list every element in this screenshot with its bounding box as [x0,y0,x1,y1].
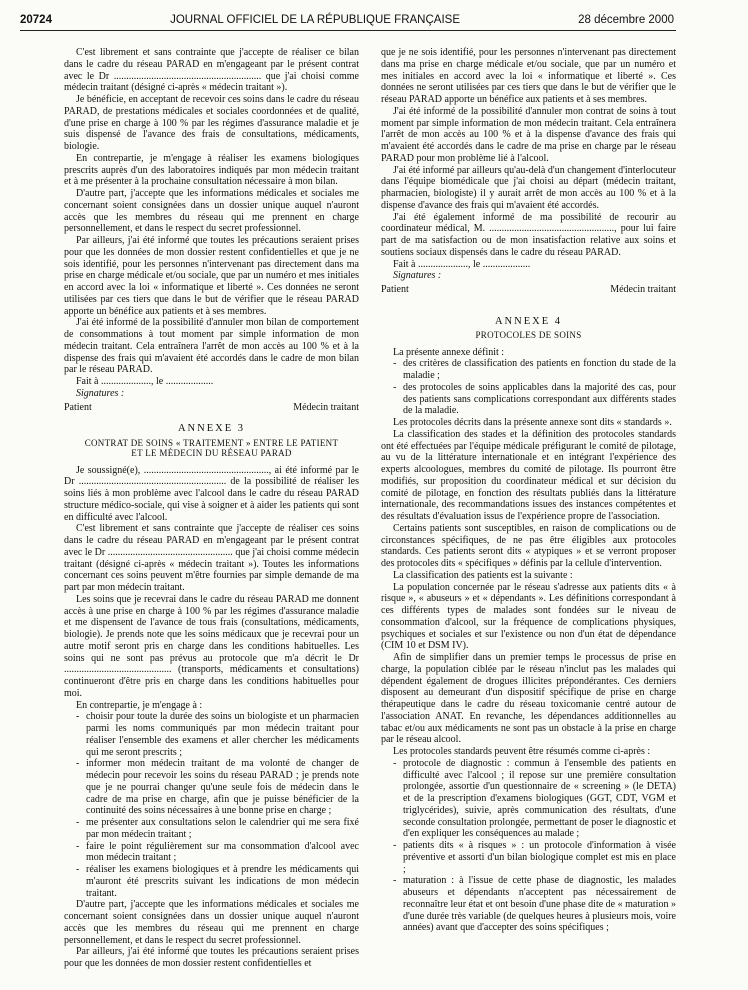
paragraph: D'autre part, j'accepte que les informations médicales et sociales me concernant soient consignées dans un dossier unique auquel n'auront accès que les membres du réseau qui me prennent en charge personnellement, et dans le respect du secret professionnel. [64,899,359,946]
paragraph: Je bénéficie, en acceptant de recevoir ces soins dans le cadre du réseau PARAD, de prestations médicales et sociales coordonnées et de qualité, d'une prise en charge à 100 % par les régimes d'assurance maladie et je suis dispensé de l'avance des frais de consultations, médicaments, biologie. [64,94,359,152]
list-item: - choisir pour toute la durée des soins un biologiste et un pharmacien parmi les noms communiqués par mon médecin traitant pour réaliser l'ensemble des examens et aller chercher les médicaments qui me seront prescrits ; [76,711,359,758]
paragraph: J'ai été également informé de ma possibilité de recourir au coordinateur médical, M. .................................................., pour lui faire part de ma satisfaction ou de mon insatisfaction relative aux soins et soutiens sociaux dispensés dans le cadre du réseau PARAD. [381,211,676,258]
paragraph: La classification des stades et la définition des protocoles standards ont été effectuées par l'équipe médicale préfigurant le comité de pilotage, au vu de la littérature internationale et en intégrant l'expérience des experts alcoologues, membres du comité de pilotage. Ils pourront être modifiés, sur proposition du coordinateur médical et sur décision du comité de pilotage, en fonction des résultats publiés dans la littérature internationale, des recommandations issues des instances compétentes et des résultats d'évaluation issus de l'expérience propre de l'association. [381,428,676,523]
journal-title: JOURNAL OFFICIEL DE LA RÉPUBLIQUE FRANÇAISE [170,14,460,26]
annexe-4-title: ANNEXE 4 [494,315,563,327]
signature-patient: Patient [381,284,409,295]
paragraph: Afin de simplifier dans un premier temps le processus de prise en charge, la population ciblée par le réseau n'inclut pas les malades qui dépendent également de drogues illicites prépondérantes. Ces derniers disposent au demeurant d'un dispositif spécifique de prise en charge thérapeutique dans le cadre du réseau toxicomanie centré autour de l'association ANAT. En revanche, les dépendances additionnelles au tabac et/ou aux médicaments ne sont pas un obstacle à la prise en charge par le réseau alcool. [381,652,676,746]
paragraph: Les protocoles décrits dans la présente annexe sont dits « standards ». [393,417,672,429]
signature-row [381,284,676,296]
list-item: - protocole de diagnostic : commun à l'ensemble des patients en difficulté avec l'alcool ; il repose sur une première consultation prolongée, assortie d'un questionnaire de « screening » (le DETA) et de la prescription d'examens biologiques (GGT, CDT, VGM et triglycérides), suivie, après communication des résultats, d'une seconde consultation prolongée, permettant de poser le diagnostic et d'en expliquer les conséquences au malade ; [393,757,676,840]
list-item: - maturation : à l'issue de cette phase de diagnostic, les malades abuseurs et dépendants n'acceptent pas nécessairement de reconnaître leur état et ont besoin d'une phase dite de « maturation » d'une durée très variable (de quelques heures à plusieurs mois, voire années) avant que d'accepter des soins spécifiques ; [393,875,676,934]
annexe-3-title: ANNEXE 3 [177,423,246,435]
page-number: 20724 [20,14,52,26]
paragraph: La classification des patients est la suivante : [393,569,573,581]
list-item: - réaliser les examens biologiques et à prendre les médicaments qui m'auront été prescrits suivant les indications de mon médecin traitant. [76,864,359,899]
paragraph: C'est librement et sans contrainte que j'accepte de réaliser ces soins dans le cadre du réseau PARAD en m'engageant par le présent contrat avec le Dr .................................................. que j'ai choisi comme médecin traitant (désigné ci-après « médecin traitant »). Toutes les informations concernant ces soins peuvent m'être fournies par simple demande de ma part par mon médecin traitant. [64,523,359,594]
signature-row [64,402,359,414]
fait-line: Fait à ...................., le ................... [76,376,214,387]
paragraph: J'ai été informé par ailleurs qu'au-delà d'un changement d'interlocuteur dans l'équipe biomédicale que j'ai choisi au départ (médecin traitant, pharmacien, biologiste) il y aurait arrêt de mon accès au 100 % et à la dispense d'avance des frais qui m'avaient été accordés. [381,164,676,211]
protocol-list [381,758,676,934]
left-column [64,47,359,970]
signature-medecin: Médecin traitant [610,284,676,295]
paragraph: Certains patients sont susceptibles, en raison de complications ou de circonstances spécifiques, de ne pas être éligibles aux protocoles standards. Ces patients seront dits « atypiques » et se verront proposer des protocoles dits « spécifiques » définis par la cellule d'intervention. [381,522,676,570]
paragraph: J'ai été informé de la possibilité d'annuler mon contrat de soins à tout moment par simple information de mon médecin traitant. Cela entraînera l'arrêt de mon accès au 100 % et à la dispense d'avance des frais qui m'avaient été accordés dans le cadre de ma prise en charge par le réseau PARAD pour mon problème lié à l'alcool. [381,105,676,164]
engagement-list [64,711,359,899]
right-column [381,47,676,970]
paragraph: Les protocoles standards peuvent être résumés comme ci-après : [393,746,651,758]
definition-list [381,358,676,417]
paragraph: C'est librement et sans contrainte que j'accepte de réaliser ce bilan dans le cadre du réseau PARAD en m'engageant par le présent contrat avec le Dr ........................................................... que j'ai choisi comme médecin traitant (désigné ci-après « médecin traitant »). [64,47,359,94]
paragraph: La présente annexe définit : [393,346,505,358]
paragraph: En contrepartie, je m'engage à réaliser les examens biologiques prescrits auprès d'un des laboratoires indiqués par mon médecin traitant et à me présenter à la prochaine consultation nécessaire à mon bilan. [64,152,359,188]
signature-medecin: Médecin traitant [293,401,359,413]
signature-patient: Patient [64,401,92,413]
signatures-label: Signatures : [393,270,442,282]
paragraph: que je ne sois identifié, pour les personnes n'intervenant pas directement dans ma prise en charge médicale et/ou sociale, que par un numéro et mes initiales en accord avec la loi « informatique et liberté ». Ces données ne seront utilisées par ces tiers que dans le but de vérifier que le réseau PARAD apporte un bénéfice aux patients et à ses membres. [381,47,676,105]
fait-line: Fait à ...................., le ................... [393,258,531,270]
annexe-3-subtitle-line1: CONTRAT DE SOINS « TRAITEMENT » ENTRE LE PATIENT [84,437,339,448]
list-item: - patients dits « à risques » : un protocole d'information à visée préventive et assorti d'un bilan biologique complet est mis en place ; [393,840,676,875]
annexe-4-subtitle: PROTOCOLES DE SOINS [475,330,582,341]
list-item: - me présenter aux consultations selon le calendrier qui me sera fixé par mon médecin traitant ; [76,817,359,840]
list-item: - informer mon médecin traitant de ma volonté de changer de médecin pour recevoir les soins du réseau PARAD ; je prends note que je ne pourrai changer qu'une seule fois de médecin dans le cadre de ma prise en charge, afin que je puisse bénéficier de la continuité des soins nécessaires à une bonne prise en charge ; [76,758,359,817]
list-item: - des critères de classification des patients en fonction du stade de la maladie ; [393,358,676,382]
annexe-3-subtitle-line2: ET LE MÉDECIN DU RÉSEAU PARAD [131,448,292,459]
paragraph: La population concernée par le réseau s'adresse aux patients dits « à risque », « abuseurs » et « dépendants ». Les définitions correspondant à ces différents types de malades sont fondées sur le niveau de consommation d'alcool, sur la fréquence de complications physiques, psychiques et sociales et sur l'existence ou non d'un état de dépendance (CIM 10 et DSM IV). [381,581,676,652]
paragraph: J'ai été informé de la possibilité d'annuler mon bilan de comportement de consommations à tout moment par simple information de mon médecin traitant. Cela entraînera l'arrêt de mon accès au 100 % et à la dispense des frais qui m'avaient été accordés dans le cadre de mon bilan par le réseau PARAD. [64,317,359,376]
list-item: - des protocoles de soins applicables dans la majorité des cas, pour des patients sans complications correspondant aux différents stades de la maladie. [393,381,676,417]
paragraph: Je soussigné(e), .................................................., ai été informé par le Dr ........................................................... de la possibilité de réaliser les soins liés à mon problème avec l'alcool dans le cadre du réseau PARAD structure médico-sociale, qui vise à soigner et à aider les patients qui sont en difficulté avec l'alcool. [64,464,359,523]
list-item: - faire le point régulièrement sur ma consommation d'alcool avec mon médecin traitant ; [76,840,359,864]
annexe-3-subtitle [64,438,359,459]
signatures-label: Signatures : [76,387,125,399]
paragraph: Par ailleurs, j'ai été informé que toutes les précautions seraient prises pour que les données de mon dossier restent confidentielles et que je ne sois identifié, pour les personnes n'intervenant pas directement dans ma prise en charge médicale et/ou sociale, que par un numéro et mes initiales en accord avec la loi « informatique et liberté ». Ces données ne seront utilisées par ces tiers que dans le but de vérifier que le réseau PARAD apporte un bénéfice aux patients et à ses membres. [64,235,359,317]
issue-date: 28 décembre 2000 [578,14,674,26]
paragraph: En contrepartie, je m'engage à : [76,699,203,711]
paragraph: Par ailleurs, j'ai été informé que toutes les précautions seraient prises pour que les données de mon dossier restent confidentielles et [64,946,359,970]
page [20,14,676,970]
paragraph: Les soins que je recevrai dans le cadre du réseau PARAD me donnent accès à une prise en charge à 100 % par les régimes d'assurance maladie et me dispensent de l'avance de tous frais (consultations, médicaments, biologie). Je prends note que les soins médicaux que je recevrai pour un autre motif seront pris en charge dans les conditions habituelles. Les soins qui ne sont pas prévus au protocole que m'a décrit le Dr ........................................... (transports, médicaments et consultations) continueront d'être pris en charge dans les conditions habituelles pour moi. [64,593,359,699]
paragraph: D'autre part, j'accepte que les informations médicales et sociales me concernant soient consignées dans un dossier unique auquel n'auront accès que les membres du réseau qui me prennent en charge personnellement, et dans le respect du secret professionnel. [64,188,359,235]
page-header [20,14,676,31]
